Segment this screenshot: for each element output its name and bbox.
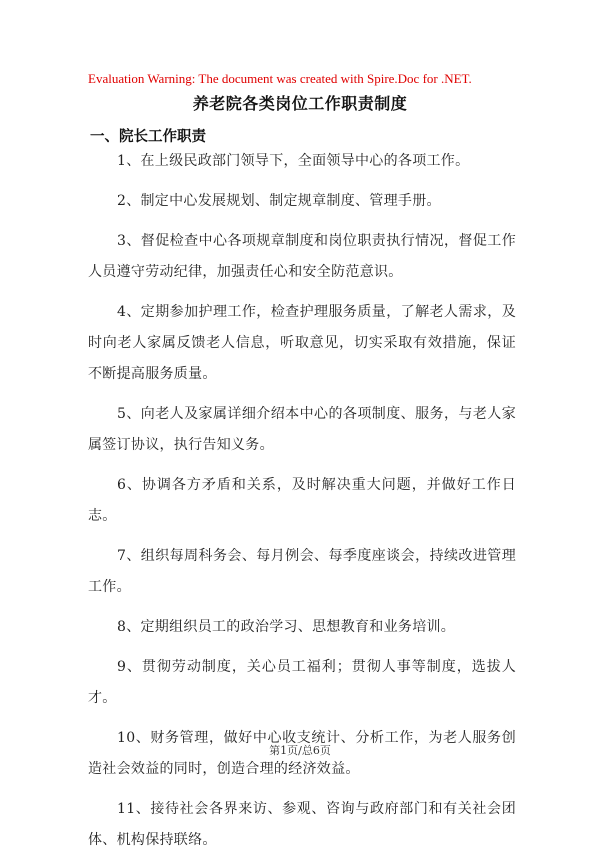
paragraph-2: 2、制定中心发展规划、制定规章制度、管理手册。 <box>117 193 441 209</box>
paragraph-10: 10、财务管理，做好中心收支统计、分析工作，为老人服务创造社会效益的同时，创造合理的经济效益。 <box>88 730 516 777</box>
paragraph-7: 7、组织每周科务会、每月例会、每季度座谈会，持续改进管理工作。 <box>88 548 516 595</box>
paragraph-4: 4、定期参加护理工作，检查护理服务质量，了解老人需求，及时向老人家属反馈老人信息，听取意见，切实采取有效措施，保证不断提高服务质量。 <box>88 304 516 382</box>
evaluation-warning: Evaluation Warning: The document was created with Spire.Doc for .NET. <box>88 71 472 86</box>
paragraph-6: 6、协调各方矛盾和关系，及时解决重大问题，并做好工作日志。 <box>88 477 516 524</box>
section-heading: 一、院长工作职责 <box>90 128 206 145</box>
paragraph-3: 3、督促检查中心各项规章制度和岗位职责执行情况，督促工作人员遵守劳动纪律，加强责任心和安全防范意识。 <box>88 233 516 280</box>
paragraph-1: 1、在上级民政部门领导下，全面领导中心的各项工作。 <box>117 153 470 169</box>
paragraph-9: 9、贯彻劳动制度，关心员工福利；贯彻人事等制度，选拔人才。 <box>88 659 516 706</box>
document-title: 养老院各类岗位工作职责制度 <box>192 94 408 113</box>
page-footer: 第1页/总6页 <box>269 744 331 757</box>
paragraph-8: 8、定期组织员工的政治学习、思想教育和业务培训。 <box>117 619 456 635</box>
paragraph-5: 5、向老人及家属详细介绍本中心的各项制度、服务，与老人家属签订协议，执行告知义务。 <box>88 406 516 453</box>
paragraph-11: 11、接待社会各界来访、参观、咨询与政府部门和有关社会团体、机构保持联络。 <box>88 801 516 848</box>
